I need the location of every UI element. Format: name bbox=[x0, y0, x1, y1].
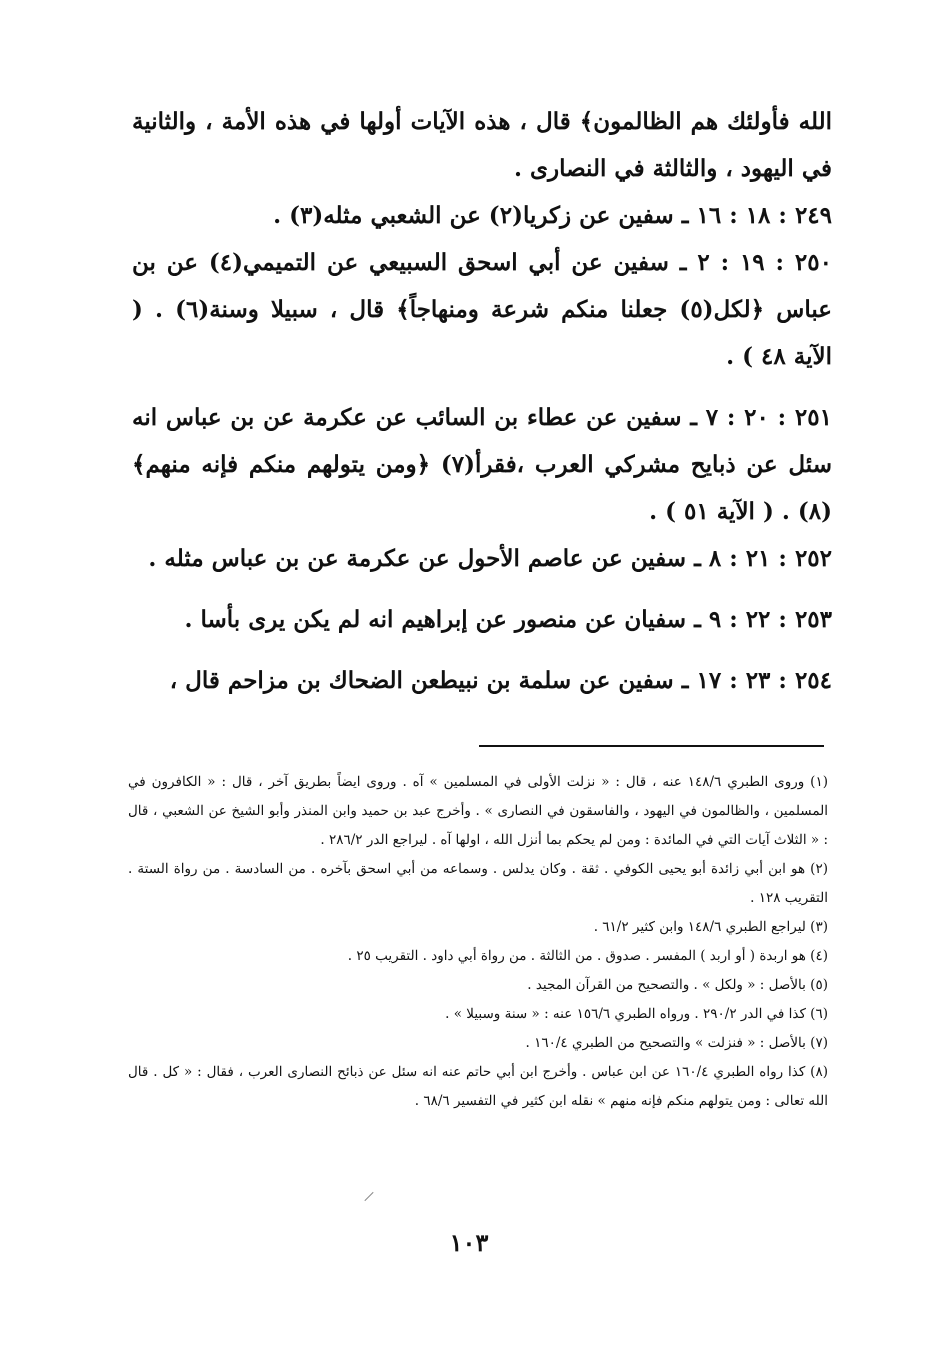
footnote-5: (٥) بالأصل : « ولكل » . والتصحيح من القرآن المجيد . bbox=[527, 977, 828, 993]
hadith-254: ٢٥٤ : ٢٣ : ١٧ ـ سفين عن سلمة بن نبيطعن الضحاك بن مزاحم قال ، bbox=[169, 667, 832, 694]
footnote-8: (٨) كذا رواه الطبري ١٦٠/٤ عن ابن عباس . وأخرج ابن أبي حاتم عنه انه سئل عن ذبائح النصارى العرب ، فقال : « كل . قال الله تعالى : ومن يتولهم منكم فإنه منهم » نقله ابن كثير في التفسير ٦٨/٦ . bbox=[128, 1064, 828, 1109]
footnote-6: (٦) كذا في الدر ٢٩٠/٢ . ورواه الطبري ١٥٦/٦ عنه : « سنة وسبيلا » . bbox=[445, 1006, 828, 1022]
footnote-7: (٧) بالأصل : « فنزلت » والتصحيح من الطبري ١٦٠/٤ . bbox=[525, 1035, 828, 1051]
hadith-251: ٢٥١ : ٢٠ : ٧ ـ سفين عن عطاء بن السائب عن عكرمة عن بن عباس انه سئل عن ذبايح مشركي العرب ،فقرأ(٧) ﴿ومن يتولهم منكم فإنه منهم﴾(٨) . ( الآية ٥١ ) . bbox=[132, 404, 832, 525]
footnote-divider bbox=[479, 745, 824, 747]
paragraph-continuation: الله فأولئك هم الظالمون﴾ قال ، هذه الآيات أولها في هذه الأمة ، والثانية في اليهود ، والثالثة في النصارى . bbox=[132, 108, 832, 182]
hadith-249: ٢٤٩ : ١٨ : ١٦ ـ سفين عن زكريا(٢) عن الشعبي مثله(٣) . bbox=[273, 202, 832, 229]
main-text-block bbox=[132, 98, 832, 704]
footnote-4: (٤) هو اربدة ( أو اربد ) المفسر . صدوق . من الثالثة . من رواة أبي داود . التقريب ٢٥ . bbox=[347, 948, 828, 964]
hadith-252: ٢٥٢ : ٢١ : ٨ ـ سفين عن عاصم الأحول عن عكرمة عن بن عباس مثله . bbox=[148, 545, 832, 572]
footnotes-block bbox=[128, 768, 828, 1116]
footnote-2: (٢) هو ابن أبي زائدة أبو يحيى الكوفي . ثقة . وكان يدلس . وسماعه من أبي اسحق بآخره . من السادسة . من رواة الستة . التقريب ١٢٨ . bbox=[128, 861, 828, 906]
footnote-1: (١) وروى الطبري ١٤٨/٦ عنه ، قال : « نزلت الأولى في المسلمين » آه . وروى ايضاً بطريق آخر ، قال : « الكافرون في المسلمين ، والظالمون في اليهود ، والفاسقون في النصارى » . وأخرج عبد بن حميد وابن المنذر وأبو الشيخ عن الشعبي ، قال : « الثلاث آيات التي في المائدة : ومن لم يحكم بما أنزل الله ، اولها آه . ليراجع الدر ٢٨٦/٢ . bbox=[128, 774, 828, 848]
footnote-3: (٣) ليراجع الطبري ١٤٨/٦ وابن كثير ٦١/٢ . bbox=[593, 919, 828, 935]
page-number: ١٠٣ bbox=[449, 1228, 489, 1257]
hadith-253: ٢٥٣ : ٢٢ : ٩ ـ سفيان عن منصور عن إبراهيم انه لم يكن يرى بأسا . bbox=[184, 606, 832, 633]
scan-mark bbox=[364, 1192, 373, 1201]
hadith-250: ٢٥٠ : ١٩ : ٢ ـ سفين عن أبي اسحق السبيعي عن التميمي(٤) عن بن عباس ﴿لكل(٥) جعلنا منكم شرعة ومنهاجاً﴾ قال ، سبيلا وسنة(٦) . ( الآية ٤٨ ) . bbox=[132, 249, 832, 370]
